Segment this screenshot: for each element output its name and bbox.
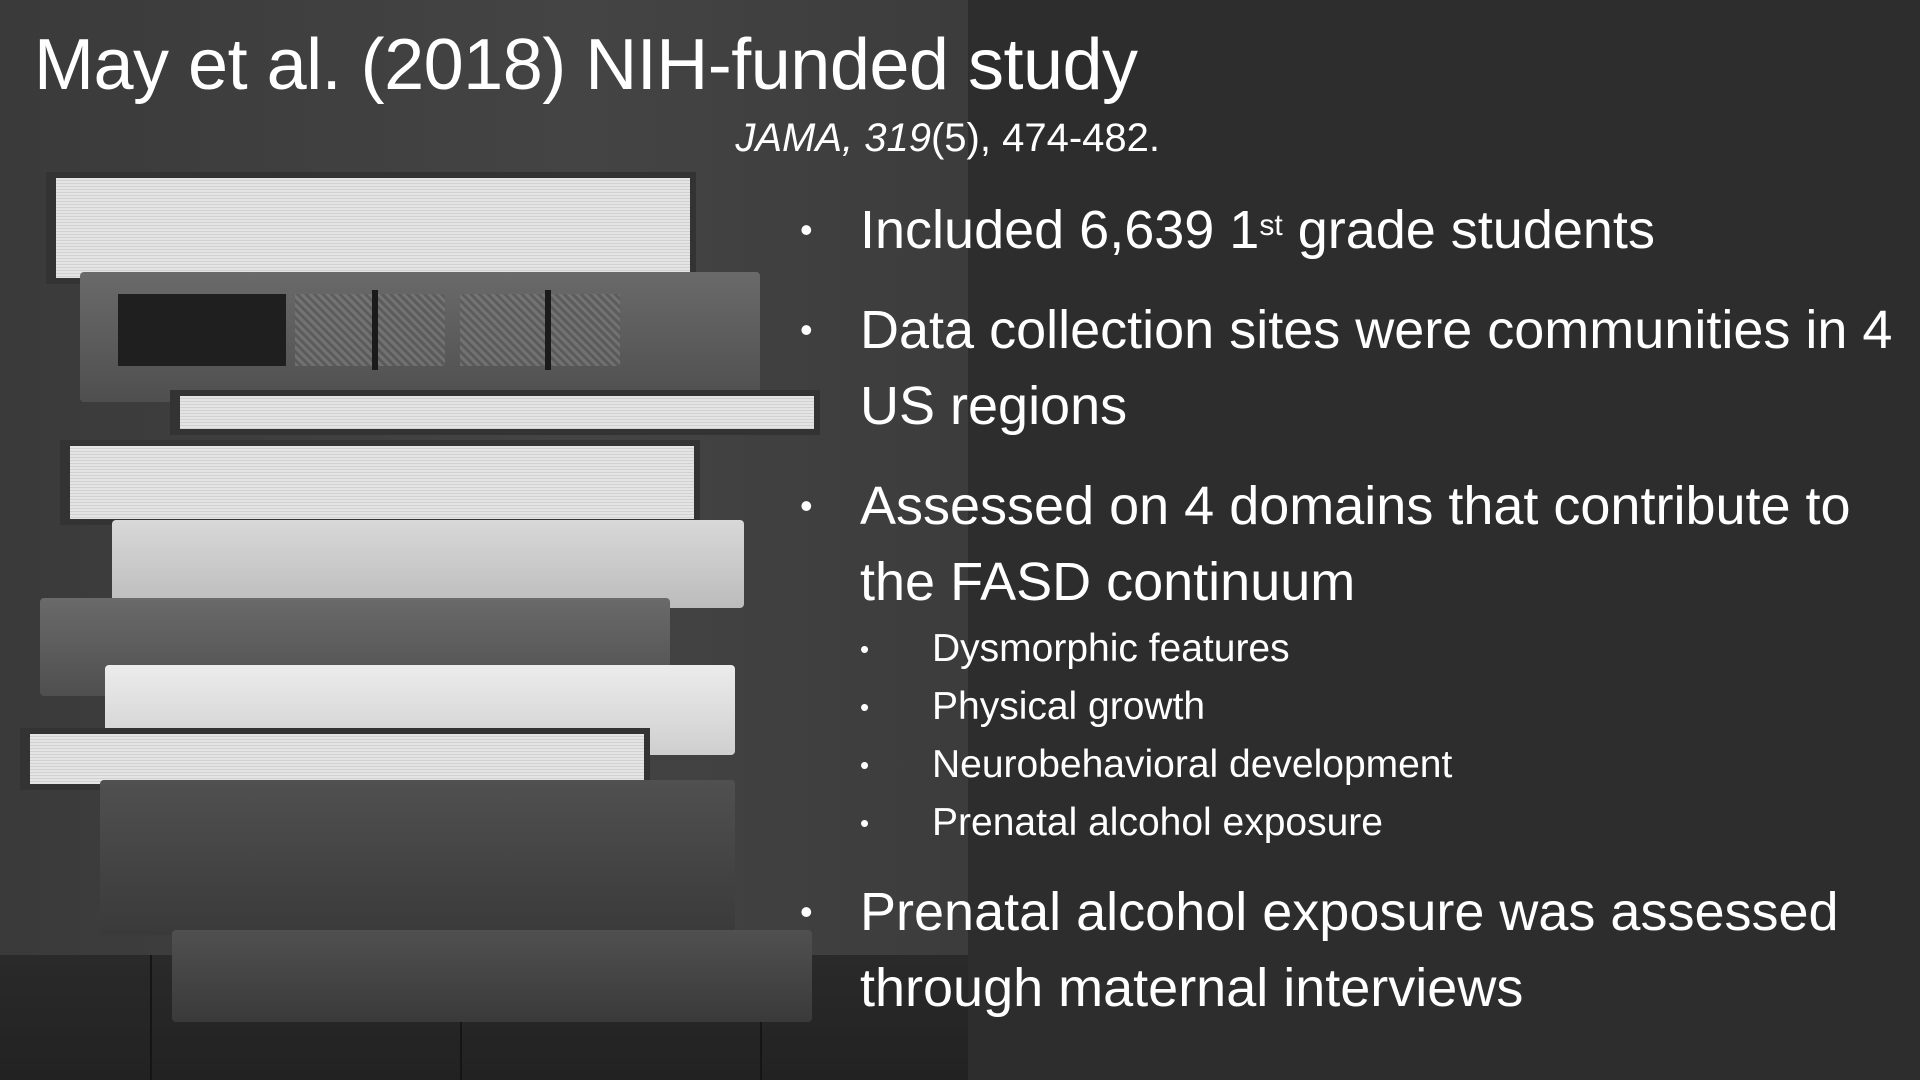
sub-bullet-text: Prenatal alcohol exposure xyxy=(932,801,1383,844)
bullet-icon: • xyxy=(800,891,813,932)
bullet-text: Data collection sites were communities in 4 US regions xyxy=(860,300,1893,436)
bullet-text: Assessed on 4 domains that contribute to the FASD continuum xyxy=(860,476,1851,612)
sub-bullet-text: Physical growth xyxy=(932,685,1206,728)
bullet-superscript: st xyxy=(1259,209,1283,242)
bullet-icon: • xyxy=(860,808,870,838)
slide-title: May et al. (2018) NIH-funded study xyxy=(34,25,1138,105)
book-2 xyxy=(80,272,760,402)
bullet-item xyxy=(800,292,1900,444)
book-5 xyxy=(112,520,744,608)
book-4 xyxy=(60,440,700,525)
bullet-icon: • xyxy=(800,485,813,526)
citation xyxy=(735,116,1160,161)
citation-journal: JAMA, 319 xyxy=(735,116,931,160)
sub-bullet-item xyxy=(860,620,1900,678)
bullet-text-end: grade students xyxy=(1282,200,1655,260)
bullet-item xyxy=(800,874,1900,1026)
sub-bullet-text: Dysmorphic features xyxy=(932,627,1290,670)
book-3 xyxy=(170,390,820,435)
bullet-item xyxy=(800,192,1900,268)
sub-bullet-item xyxy=(860,794,1900,852)
sub-bullet-item xyxy=(860,678,1900,736)
bullet-icon: • xyxy=(800,309,813,350)
bullet-icon: • xyxy=(860,692,870,722)
sub-bullet-text: Neurobehavioral development xyxy=(932,743,1453,786)
bullet-icon: • xyxy=(860,750,870,780)
book-9 xyxy=(100,780,735,935)
bullet-list xyxy=(800,192,1900,1050)
book-1 xyxy=(46,172,696,284)
book-10 xyxy=(172,930,812,1022)
sub-bullet-list xyxy=(860,620,1900,852)
citation-rest: (5), 474-482. xyxy=(930,116,1160,160)
bullet-text: Prenatal alcohol exposure was assessed through maternal interviews xyxy=(860,882,1839,1018)
bullet-icon: • xyxy=(800,209,813,250)
bullet-icon: • xyxy=(860,634,870,664)
sub-bullet-item xyxy=(860,736,1900,794)
bullet-item xyxy=(800,468,1900,620)
bullet-text: Included 6,639 1 xyxy=(860,200,1260,260)
